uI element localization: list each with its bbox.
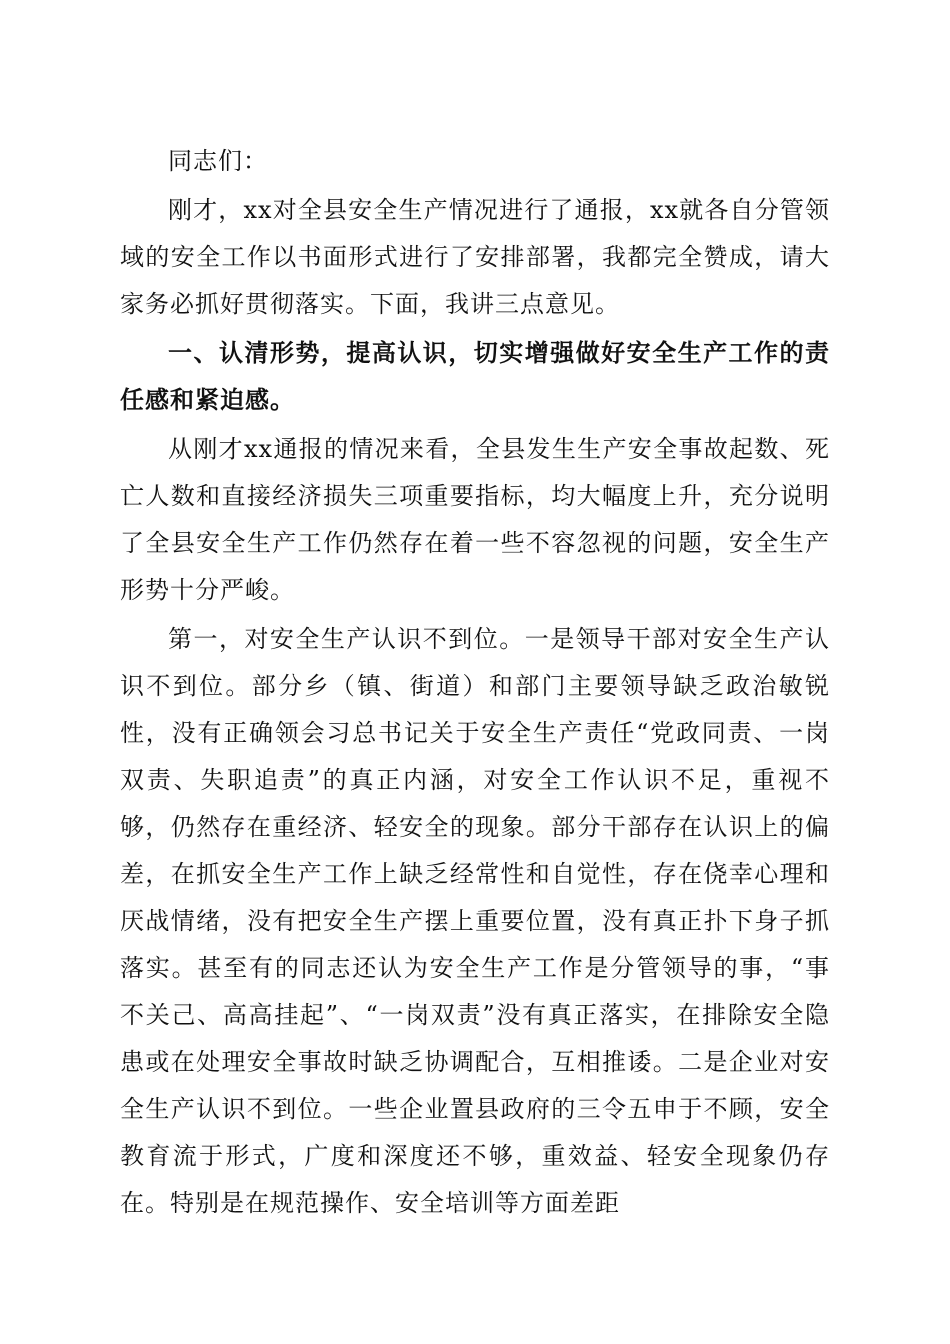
salutation: 同志们：	[168, 147, 268, 175]
section-heading: 一、认清形势，提高认识，切实增强做好安全生产工作的责任感和紧迫感。	[120, 339, 830, 414]
first-point-paragraph: 第一，对安全生产认识不到位。一是领导干部对安全生产认识不到位。部分乡（镇、街道）和部门主要领导缺乏政治敏锐性，没有正确领会习总书记关于安全生产责任“党政同责、一岗双责、失职追责”的真正内涵，对安全工作认识不足，重视不够，仍然存在重经济、轻安全的现象。部分干部存在认识上的偏差，在抓安全生产工作上缺乏经常性和自觉性，存在侥幸心理和厌战情绪，没有把安全生产摆上重要位置，没有真正扑下身子抓落实。甚至有的同志还认为安全生产工作是分管领导的事，“事不关己、高高挂起”、“一岗双责”没有真正落实，在排除安全隐患或在处理安全事故时缺乏协调配合，互相推诿。二是企业对安全生产认识不到位。一些企业置县政府的三令五申于不顾，安全教育流于形式，广度和深度还不够，重效益、轻安全现象仍存在。特别是在规范操作、安全培训等方面差距	[120, 625, 830, 1217]
situation-paragraph: 从刚才xx通报的情况来看，全县发生生产安全事故起数、死亡人数和直接经济损失三项重要指标，均大幅度上升，充分说明了全县安全生产工作仍然存在着一些不容忽视的问题，安全生产形势十分严峻。	[120, 435, 830, 604]
document-body	[120, 138, 830, 1227]
intro-paragraph: 刚才，xx对全县安全生产情况进行了通报，xx就各自分管领域的安全工作以书面形式进行了安排部署，我都完全赞成，请大家务必抓好贯彻落实。下面，我讲三点意见。	[120, 196, 830, 318]
